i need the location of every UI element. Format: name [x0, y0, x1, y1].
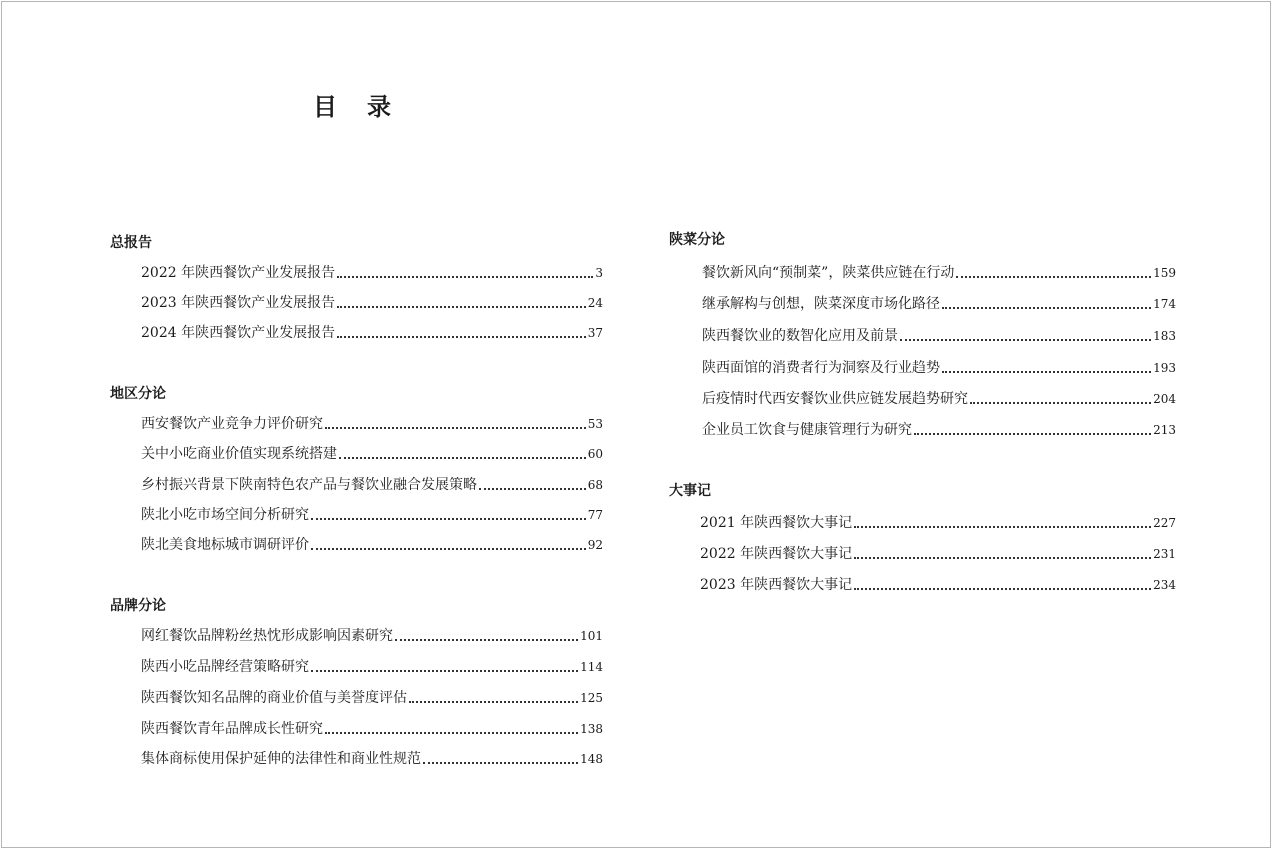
toc-entry-title: 2022 年陕西餐饮产业发展报告 — [141, 265, 336, 281]
toc-entry-title: 陕西餐饮知名品牌的商业价值与美誉度评估 — [141, 690, 407, 706]
toc-entry-page: 227 — [1153, 516, 1176, 530]
toc-entry-title: 2023 年陕西餐饮产业发展报告 — [141, 295, 336, 311]
dot-leader — [311, 670, 578, 672]
dot-leader — [479, 488, 586, 490]
toc-entry[interactable] — [141, 322, 603, 342]
toc-entry[interactable] — [141, 625, 603, 645]
toc-entry-page: 114 — [580, 660, 603, 674]
toc-entry[interactable] — [702, 293, 1176, 313]
toc-entry-title: 2022 年陕西餐饮大事记 — [700, 546, 853, 562]
toc-entry[interactable] — [702, 388, 1176, 408]
toc-entry[interactable] — [702, 262, 1176, 282]
dot-leader — [337, 336, 586, 338]
section-heading-regional: 地区分论 — [110, 386, 166, 402]
toc-entry-page: 53 — [587, 417, 603, 431]
section-heading-chronicle: 大事记 — [669, 483, 711, 499]
dot-leader — [914, 433, 1151, 435]
toc-entry[interactable] — [702, 325, 1176, 345]
toc-entry-title: 后疫情时代西安餐饮业供应链发展趋势研究 — [702, 391, 968, 407]
toc-entry-title: 陕北小吃市场空间分析研究 — [141, 507, 309, 523]
dot-leader — [325, 427, 586, 429]
toc-entry-page: 77 — [587, 508, 603, 522]
toc-entry-page: 24 — [587, 296, 603, 310]
dot-leader — [337, 306, 586, 308]
toc-entry-page: 101 — [580, 629, 603, 643]
toc-entry[interactable] — [700, 512, 1176, 532]
toc-entry-title: 陕西面馆的消费者行为洞察及行业趋势 — [702, 360, 940, 376]
toc-entry[interactable] — [141, 718, 603, 738]
dot-leader — [311, 518, 586, 520]
toc-entry[interactable] — [141, 413, 603, 433]
toc-entry[interactable] — [141, 443, 603, 463]
toc-entry[interactable] — [700, 543, 1176, 563]
toc-entry-title: 乡村振兴背景下陕南特色农产品与餐饮业融合发展策略 — [141, 477, 477, 493]
toc-entry[interactable] — [141, 687, 603, 707]
dot-leader — [956, 276, 1151, 278]
toc-entry-title: 网红餐饮品牌粉丝热忱形成影响因素研究 — [141, 628, 393, 644]
toc-entry-page: 183 — [1153, 329, 1176, 343]
toc-entry-title: 西安餐饮产业竞争力评价研究 — [141, 416, 323, 432]
dot-leader — [942, 307, 1151, 309]
toc-entry[interactable] — [141, 504, 603, 524]
section-heading-brand: 品牌分论 — [110, 598, 166, 614]
page-title: 目录 — [313, 92, 421, 121]
toc-entry-title: 集体商标使用保护延伸的法律性和商业性规范 — [141, 751, 421, 767]
toc-entry[interactable] — [141, 262, 603, 282]
section-heading-shaanxi-cuisine: 陕菜分论 — [669, 232, 725, 248]
dot-leader — [339, 457, 586, 459]
toc-entry-title: 陕西餐饮业的数智化应用及前景 — [702, 328, 898, 344]
dot-leader — [854, 526, 1151, 528]
dot-leader — [311, 548, 586, 550]
toc-entry-page: 193 — [1153, 361, 1176, 375]
dot-leader — [325, 732, 578, 734]
dot-leader — [900, 339, 1151, 341]
toc-entry-page: 159 — [1153, 266, 1176, 280]
toc-entry-page: 234 — [1153, 578, 1176, 592]
dot-leader — [970, 402, 1151, 404]
dot-leader — [423, 762, 578, 764]
toc-entry-page: 231 — [1153, 547, 1176, 561]
toc-entry-title: 2023 年陕西餐饮大事记 — [700, 577, 853, 593]
toc-entry-title: 继承解构与创想，陕菜深度市场化路径 — [702, 296, 940, 312]
toc-entry[interactable] — [700, 574, 1176, 594]
toc-entry-page: 174 — [1153, 297, 1176, 311]
toc-entry-title: 陕西餐饮青年品牌成长性研究 — [141, 721, 323, 737]
toc-entry[interactable] — [702, 357, 1176, 377]
dot-leader — [337, 276, 593, 278]
dot-leader — [854, 557, 1151, 559]
toc-entry-page: 125 — [580, 691, 603, 705]
toc-entry[interactable] — [141, 534, 603, 554]
toc-entry-page: 60 — [587, 447, 603, 461]
dot-leader — [854, 588, 1151, 590]
toc-entry-page: 138 — [580, 722, 603, 736]
toc-entry-page: 204 — [1153, 392, 1176, 406]
dot-leader — [395, 639, 578, 641]
toc-entry-title: 陕北美食地标城市调研评价 — [141, 537, 309, 553]
toc-entry-page: 213 — [1153, 423, 1176, 437]
toc-entry[interactable] — [141, 474, 603, 494]
toc-entry-title: 企业员工饮食与健康管理行为研究 — [702, 422, 912, 438]
toc-entry-page: 92 — [587, 538, 603, 552]
toc-entry[interactable] — [141, 748, 603, 768]
toc-entry-title: 2024 年陕西餐饮产业发展报告 — [141, 325, 336, 341]
toc-entry-title: 陕西小吃品牌经营策略研究 — [141, 659, 309, 675]
toc-entry[interactable] — [141, 656, 603, 676]
toc-entry[interactable] — [141, 292, 603, 312]
toc-entry-title: 关中小吃商业价值实现系统搭建 — [141, 446, 337, 462]
toc-entry-title: 餐饮新风向“预制菜”，陕菜供应链在行动 — [702, 265, 955, 281]
toc-entry-page: 68 — [587, 478, 603, 492]
toc-entry[interactable] — [702, 419, 1176, 439]
dot-leader — [409, 701, 578, 703]
toc-entry-page: 148 — [580, 752, 603, 766]
section-heading-general-report: 总报告 — [110, 235, 152, 251]
toc-entry-page: 37 — [587, 326, 603, 340]
toc-entry-title: 2021 年陕西餐饮大事记 — [700, 515, 853, 531]
toc-entry-page: 3 — [595, 266, 603, 280]
dot-leader — [942, 371, 1151, 373]
